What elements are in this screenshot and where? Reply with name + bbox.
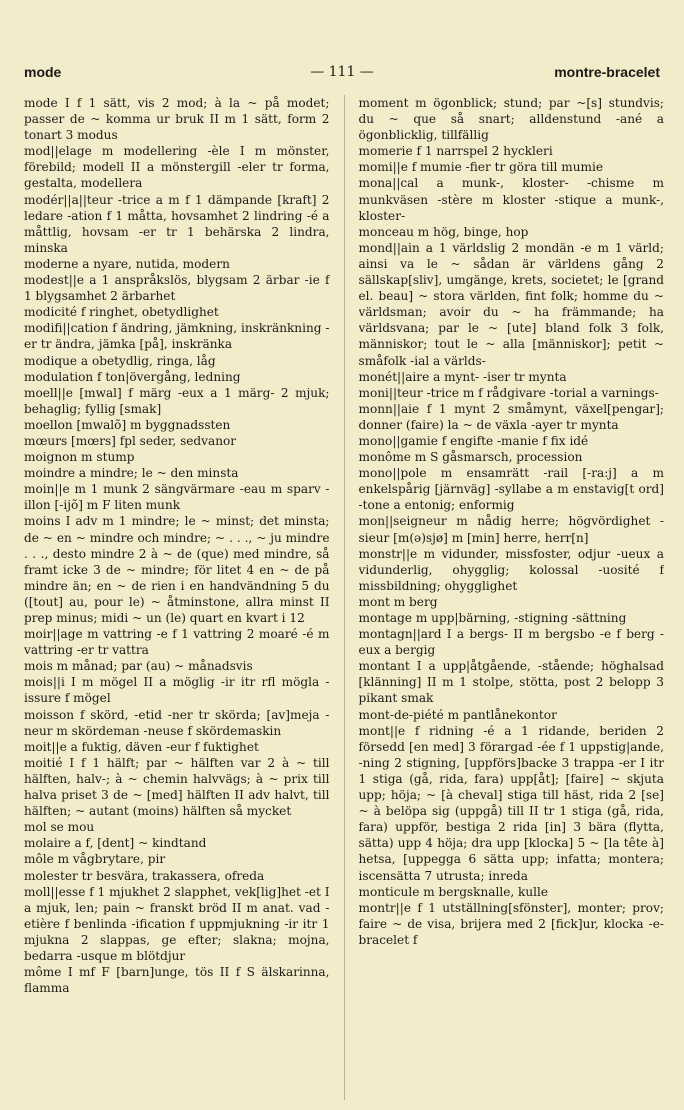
dictionary-entry: monét||aire a mynt- -iser tr mynta [358, 369, 567, 384]
dictionary-entry: modique a obetydlig, ringa, låg [24, 353, 216, 368]
running-header [24, 64, 660, 86]
dictionary-entry: momerie f 1 narrspel 2 hyckleri [358, 144, 553, 159]
dictionary-entry: mont||e f ridning -é a 1 ridande, beriden 2 försedd [en med] 3 förargad -ée f 1 uppstig|ande, -ning 2 stigning, [uppförs]backe 3 trappa -er I itr 1 stiga (gå, rida, fara) upp[åt]; [faire] ~ skjuta upp; höja; ~ [à cheval] stiga till häst, rida 2 [se] ~ à belöpa sig (uppgå) till II tr 1 stiga (gå, rida, fara) uppför, bestiga 2 rida [in] 3 bära (flytta, sätta) upp 4 höja; dra upp [klocka] 5 ~ [la tête à] hetsa, [uppeggа 6 sätta upp; infatta; montera; iscensätta 7 utrusta; inreda [358, 723, 664, 883]
header-first-word: mode [24, 64, 62, 80]
dictionary-entry: moderne a nyare, nutida, modern [24, 256, 230, 271]
dictionary-entry: molaire a f, [dent] ~ kindtand [24, 836, 207, 851]
left-column [24, 95, 330, 1100]
dictionary-entry: modér||a||teur -trice a m f 1 dämpande [kraft] 2 ledare -ation f 1 måtta, hovsamhet 2 lindring -é a måttlig, hovsam -er tr 1 behärska 2 lindra, minska [24, 192, 330, 255]
dictionary-entry: moins I adv m 1 mindre; le ~ minst; det minsta; de ~ en ~ mindre och mindre; ~ . . ., ~ ju mindre . . ., desto mindre 2 à ~ de (que) med mindre, så framt icke 3 de ~ mindre; för litet 4 en ~ de på mindre än; en ~ de rien i en handvändning 5 du ([tout] au, pour le) ~ åtminstone, allra minst II prep minus; midi ~ un (le) quart en kvart i 12 [24, 514, 330, 625]
header-last-word: montre-bracelet [554, 64, 660, 80]
right-column [359, 95, 665, 1100]
dictionary-entry: moellon [mwalõ] m byggnadssten [24, 417, 231, 432]
dictionary-entry: montant I a upp|åtgående, -stående; höghalsad [klänning] II m 1 stolpe, stötta, post 2 belopp 3 pikant smak [358, 659, 664, 706]
dictionary-entry: montagn||ard I a bergs- II m bergsbo -e f berg -eux a bergig [358, 627, 664, 658]
dictionary-entry: momi||e f mumie -fier tr göra till mumie [358, 160, 603, 175]
dictionary-entry: molester tr besvära, trakassera, ofreda [24, 868, 265, 883]
dictionary-entry: mont-de-piété m pantlånekontor [358, 707, 557, 722]
dictionary-entry: moisson f skörd, -etid -ner tr skörda; [av]meja -neur m skördeman -neuse f skördemaskin [24, 707, 330, 738]
dictionary-entry: monn||aie f 1 mynt 2 småmynt, växel[pengar]; donner (faire) la ~ de växla -ayer tr mynta [358, 401, 664, 432]
dictionary-entry: moni||teur -trice m f rådgivare -torial a varnings- [358, 385, 659, 400]
dictionary-entry: moindre a mindre; le ~ den minsta [24, 466, 239, 481]
dictionary-entry: mol se mou [24, 820, 95, 835]
dictionary-entry: moit||e a fuktig, däven -eur f fuktighet [24, 739, 259, 754]
dictionary-entry: moitié I f 1 hälft; par ~ hälften var 2 à ~ till hälften, halv-; à ~ chemin halvvägs; à ~ prix till halva priset 3 de ~ [med] hälften II adv halvt, till hälften; ~ autant (moins) hälften så mycket [24, 755, 330, 819]
dictionary-entry: môle m vågbrytare, pir [24, 852, 166, 867]
dictionary-entry: mona||cal a munk-, kloster- -chisme m munkväsen -stère m kloster -stique a munk-, kloster- [358, 176, 664, 223]
dictionary-entry: mode I f 1 sätt, vis 2 mod; à la ~ på modet; passer de ~ komma ur bruk II m 1 sätt, form 2 tonart 3 modus [24, 96, 330, 143]
dictionary-entry: monstr||e m vidunder, missfoster, odjur -ueux a vidunderlig, ohygglig; kolossal -uosité f missbildning; ohygglighet [358, 546, 664, 593]
dictionary-entry: môme I mf F [barn]unge, tös II f S älskarinna, flamma [24, 965, 330, 996]
dictionary-entry: monôme m S gåsmarsch, procession [358, 450, 583, 465]
dictionary-entry: mon||seigneur m nådig herre; högvördighet -sieur [m(ə)sjø] m [min] herre, herr[n] [358, 514, 664, 545]
column-divider [344, 95, 345, 1100]
dictionary-entry: mono||gamie f engifte -manie f fix idé [358, 433, 589, 448]
dictionary-entry: mœurs [mœrs] fpl seder, sedvanor [24, 433, 237, 448]
dictionary-entry: montr||e f 1 utställning[sfönster], monter; prov; faire ~ de visa, brijera med 2 [fick]ur, klocka -e-bracelet f [358, 900, 664, 947]
dictionary-entry: modicité f ringhet, obetydlighet [24, 305, 219, 320]
two-column-body [24, 95, 664, 1100]
dictionary-entry: mod||elage m modellering -èle I m mönster, förebild; modell II a mönstergill -eler tr forma, gestalta, modellera [24, 144, 330, 191]
dictionary-entry: monceau m hög, binge, hop [358, 224, 529, 239]
dictionary-entry: mont m berg [358, 594, 438, 609]
dictionary-entry: mono||pole m ensamrätt -rail [-ra:j] a m enkelspårig [järnväg] -syllabe a m enstavig[t ord] -tone a entonig; enformig [358, 466, 664, 513]
dictionary-entry: moir||age m vattring -e f 1 vattring 2 moaré -é m vattring -er tr vattra [24, 627, 330, 658]
dictionary-entry: moell||e [mwal] f märg -eux a 1 märg- 2 mjuk; behaglig; fyllig [smak] [24, 385, 330, 416]
dictionary-entry: moignon m stump [24, 450, 135, 465]
dictionary-entry: monticule m bergsknalle, kulle [358, 884, 549, 899]
dictionary-entry: modulation f ton|övergång, ledning [24, 369, 241, 384]
dictionary-entry: modifi||cation f ändring, jämkning, inskränkning -er tr ändra, jämka [på], inskränka [24, 321, 330, 352]
dictionary-entry: mond||ain a 1 världslig 2 mondän -e m 1 värld; ainsi va le ~ sådan är världens gång 2 sällskap[sliv], umgänge, krets, societet; le [grand el. beau] ~ stora världen, fint folk; homme du ~ världsman; avoir du ~ ha främmande; ha världsvana; par le ~ [ute] bland folk 3 folk, människor; tout le ~ alla [människor]; petit ~ småfolk -ial a världs- [358, 240, 664, 368]
dictionary-entry: modest||e a 1 anspråkslös, blygsam 2 ärbar -ie f 1 blygsamhet 2 ärbarhet [24, 273, 330, 304]
page-number: — 111 — [310, 64, 374, 80]
dictionary-entry: montage m upp|bärning, -stigning -sättning [358, 611, 627, 625]
dictionary-entry: mois||i I m mögel II a möglig -ir itr rfl mögla -issure f mögel [24, 675, 330, 706]
dictionary-entry: moll||esse f 1 mjukhet 2 slapphet, vek[lig]het -et I a mjuk, len; pain ~ franskt bröd II m anat. vad -etière f benlinda -ification f uppmjukning -ir itr 1 mjukna 2 slappas, ge efter; slakna; mojna, bedarra -usque m blötdjur [24, 884, 330, 963]
dictionary-entry: moment m ögonblick; stund; par ~[s] stundvis; du ~ que så snart; alldenstund -ané a ögonblicklig, tillfällig [358, 96, 664, 143]
dictionary-entry: mois m månad; par (au) ~ månadsvis [24, 659, 253, 674]
dictionary-entry: moin||e m 1 munk 2 sängvärmare -eau m sparv -illon [-ijõ] m F liten munk [24, 482, 330, 513]
